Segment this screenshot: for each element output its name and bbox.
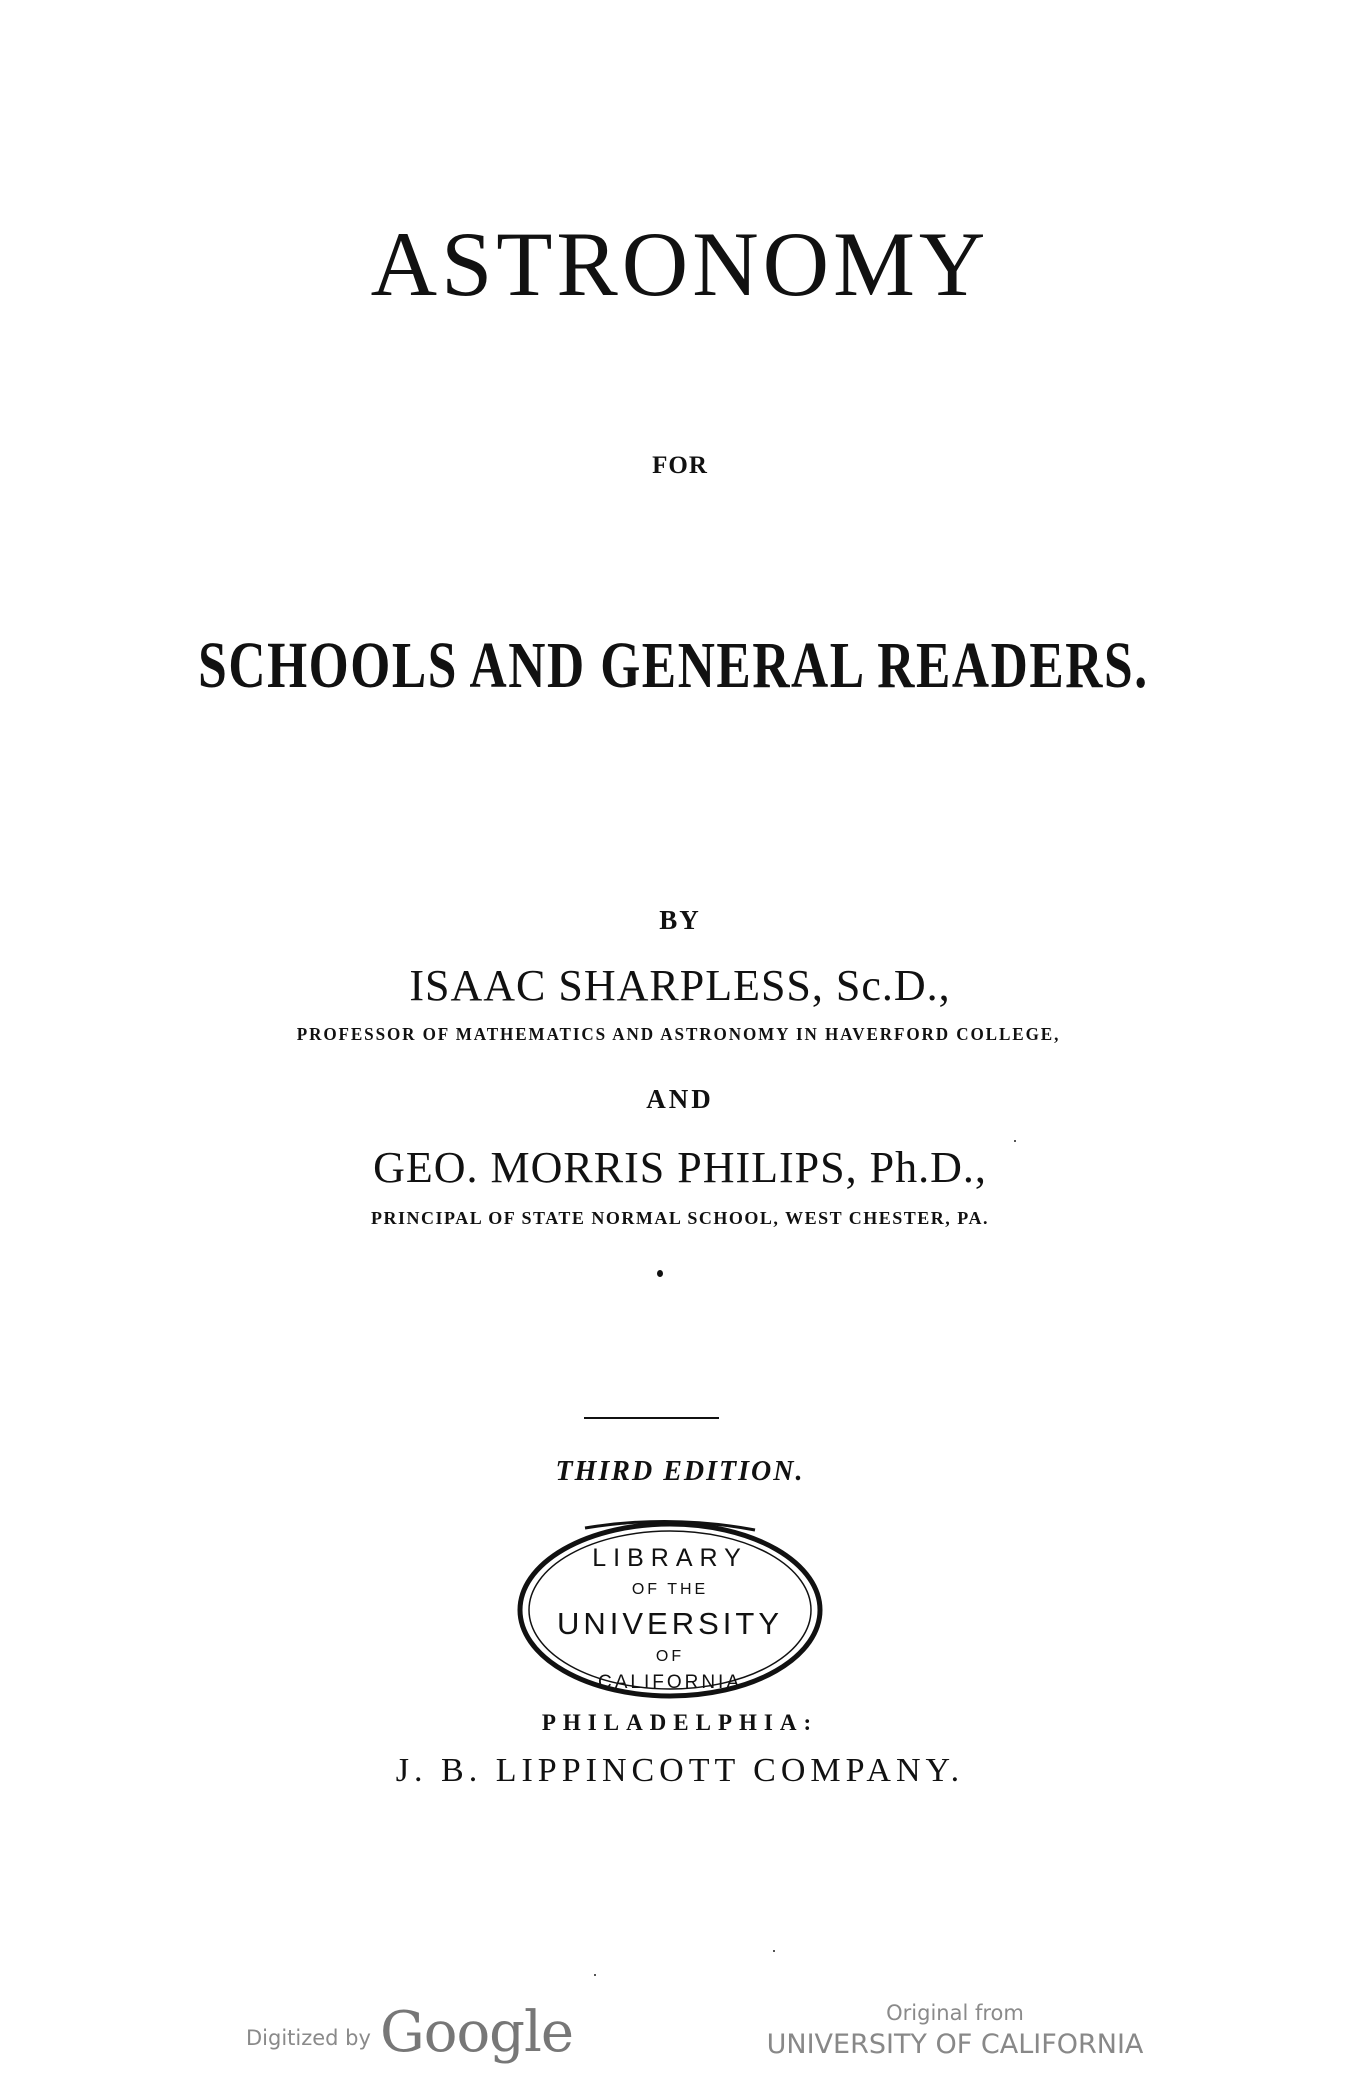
original-source-name: UNIVERSITY OF CALIFORNIA (766, 2029, 1144, 2060)
book-subtitle: SCHOOLS AND GENERAL READERS. (198, 629, 1149, 702)
author-1-title: PROFESSOR OF MATHEMATICS AND ASTRONOMY IN HAVERFORD COLLEGE, (296, 1024, 1061, 1044)
stamp-line-1: LIBRARY (592, 1544, 748, 1572)
google-logo: Google (380, 2000, 574, 2065)
author-2-title: PRINCIPAL OF STATE NORMAL SCHOOL, WEST CHESTER, PA. (371, 1208, 989, 1228)
stamp-line-4: OF (655, 1648, 685, 1665)
page-speck (594, 1974, 596, 1976)
edition-label: THIRD EDITION. (555, 1456, 805, 1487)
by-label: BY (659, 905, 701, 935)
divider-rule (584, 1417, 719, 1419)
book-title: ASTRONOMY (370, 213, 990, 315)
digitized-label: Digitized by (246, 2026, 371, 2050)
for-label: FOR (652, 452, 708, 479)
stamp-line-3: UNIVERSITY (556, 1606, 784, 1641)
page-speck (1014, 1140, 1016, 1142)
page-speck (773, 1950, 775, 1952)
publisher-name: J. B. LIPPINCOTT COMPANY. (395, 1752, 965, 1789)
library-stamp (505, 1508, 835, 1708)
stamp-line-2: OF THE (631, 1581, 709, 1598)
and-label: AND (646, 1084, 714, 1114)
publisher-city: PHILADELPHIA: (541, 1710, 819, 1735)
original-source-watermark (760, 1999, 1150, 2063)
stamp-line-5: CALIFORNIA (597, 1672, 743, 1693)
original-from-label: Original from (886, 2001, 1024, 2025)
ornament-dot (657, 1270, 663, 1277)
author-2-name: GEO. MORRIS PHILIPS, Ph.D., (373, 1143, 987, 1192)
author-1-name: ISAAC SHARPLESS, Sc.D., (409, 961, 951, 1010)
